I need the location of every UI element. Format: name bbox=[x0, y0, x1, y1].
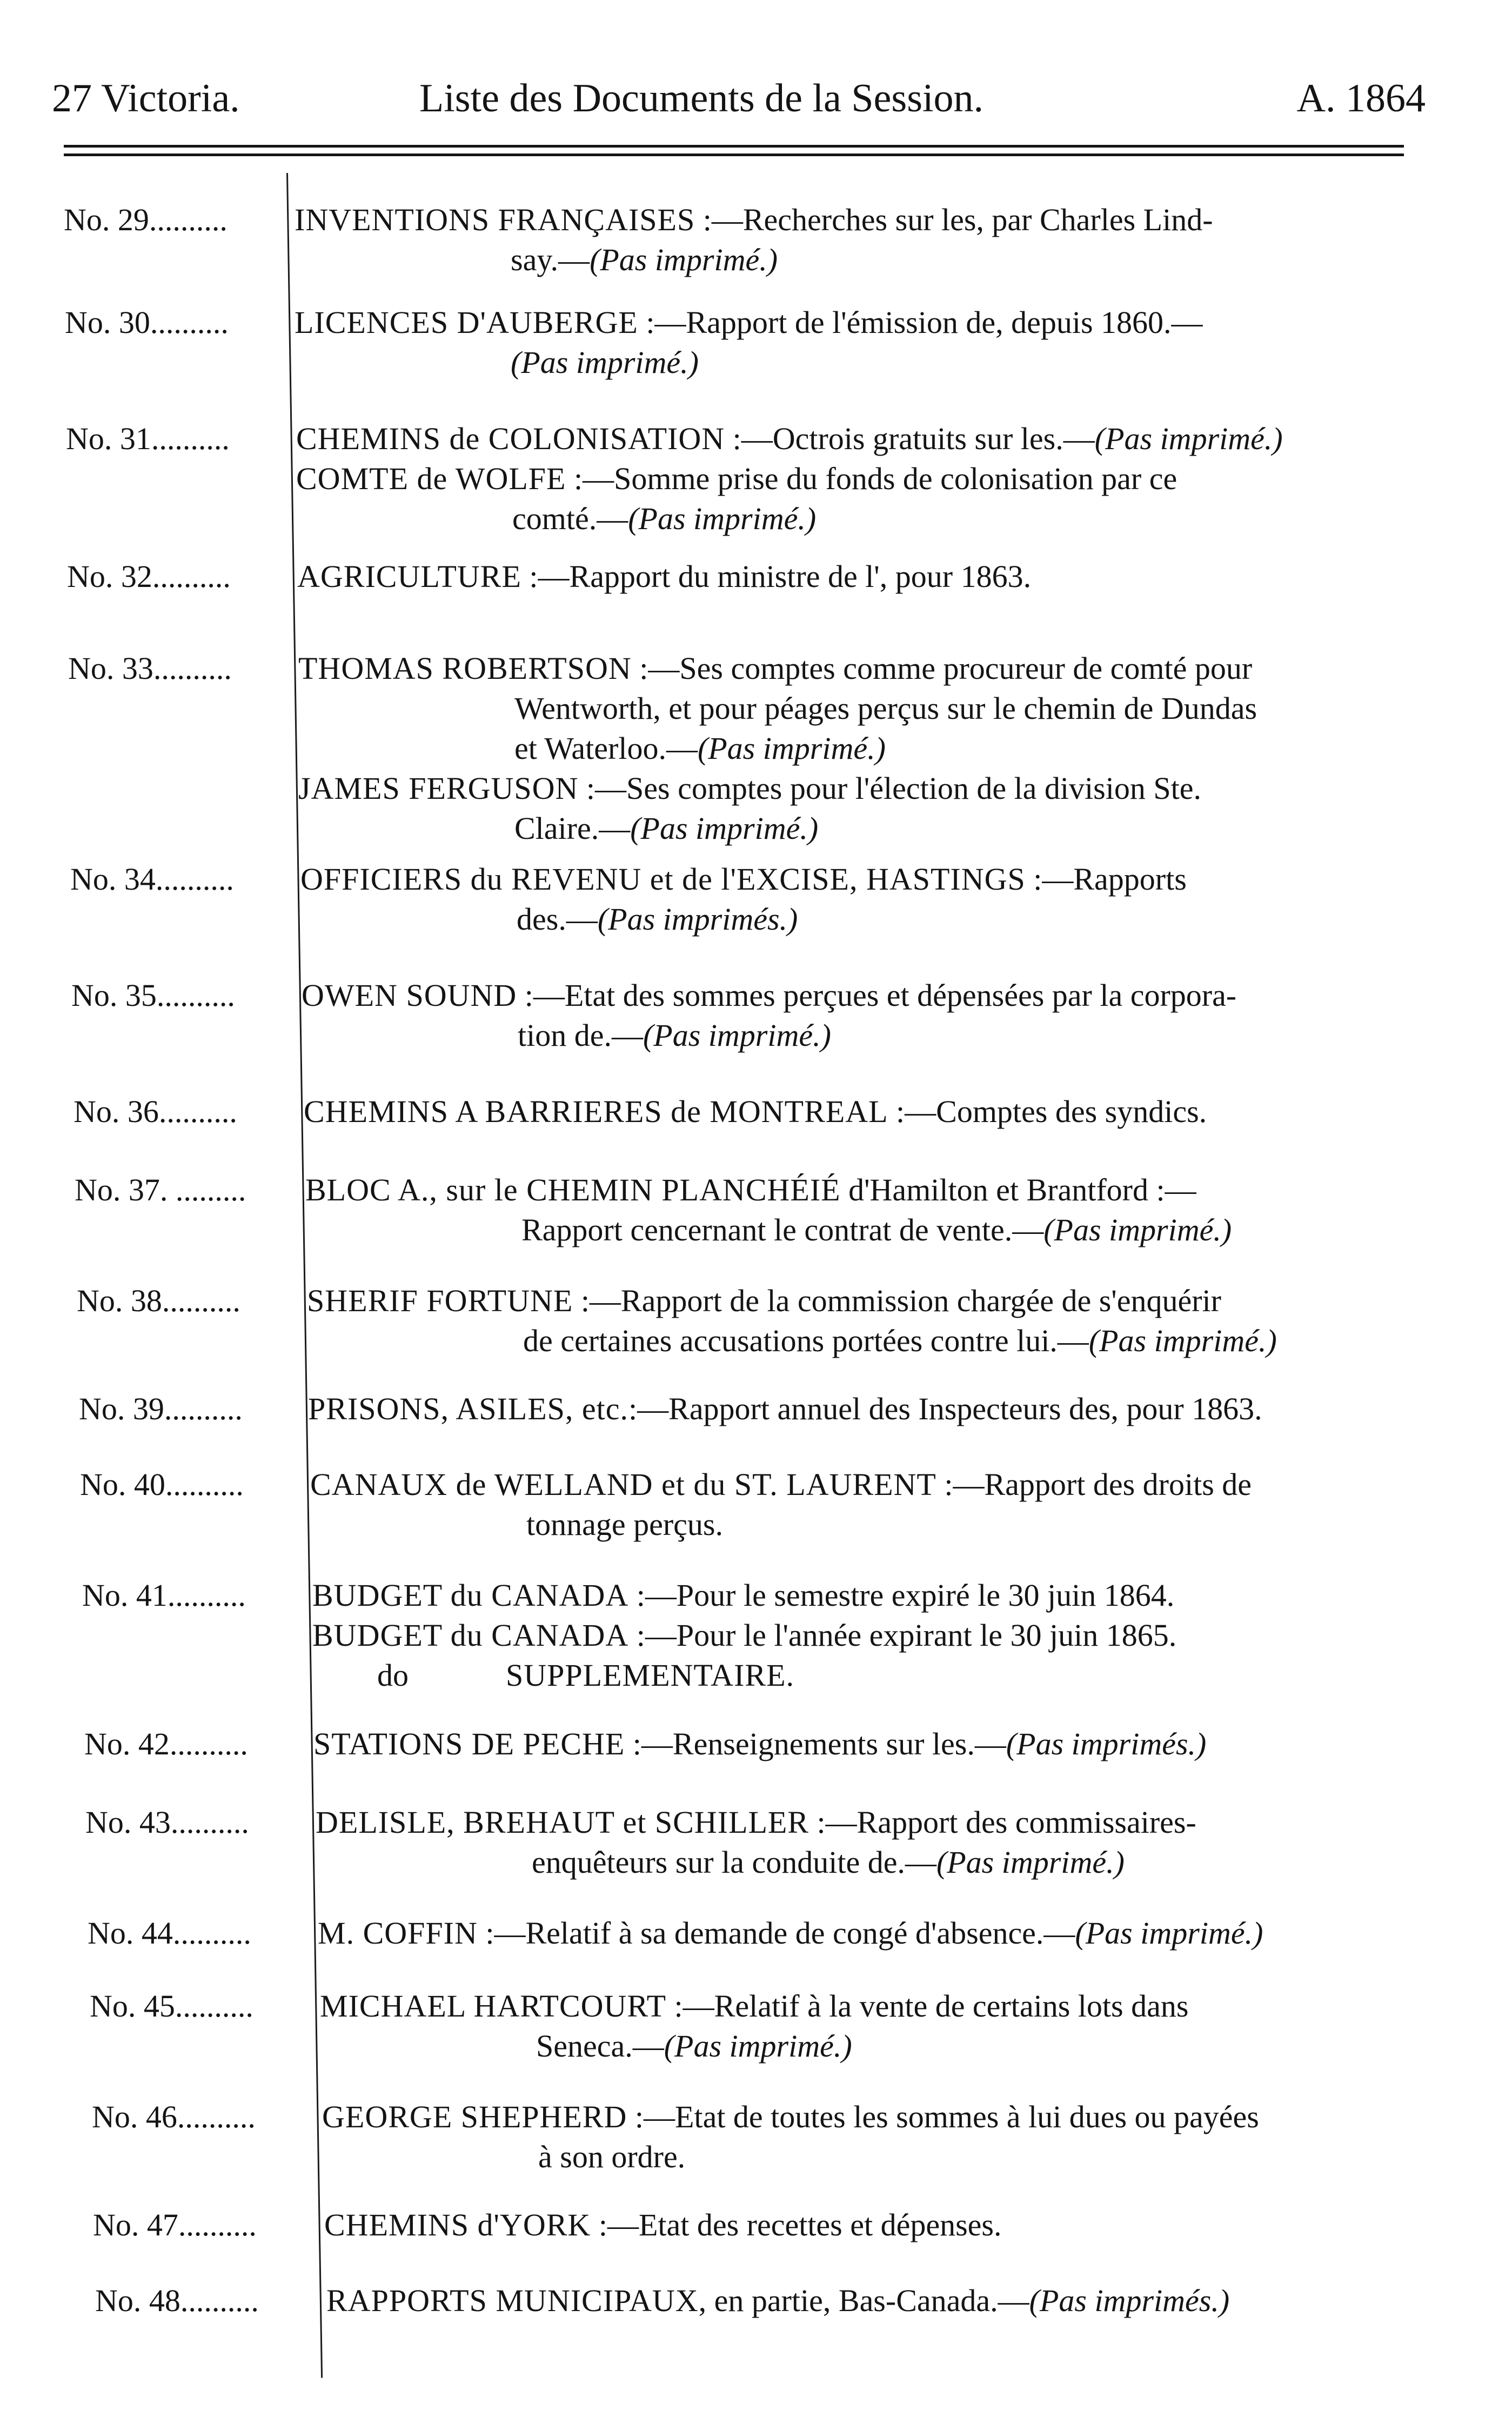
entry-text: :—Etat des recettes et dépenses. bbox=[591, 2207, 1002, 2242]
entry-line bbox=[326, 2281, 1229, 2321]
entry-text: :—Relatif à la vente de certains lots dans bbox=[666, 1988, 1189, 2024]
document-number: No. 38.......... bbox=[77, 1283, 240, 1318]
entry-heading: CHEMINS d'YORK bbox=[324, 2207, 591, 2242]
entry-heading: GEORGE SHEPHERD bbox=[322, 2099, 627, 2134]
entry-heading: STATIONS DE PECHE bbox=[313, 1726, 625, 1761]
header-rule-top bbox=[64, 145, 1404, 148]
entry-heading: RAPPORTS MUNICIPAUX bbox=[326, 2283, 699, 2318]
entry-line bbox=[312, 1615, 1176, 1655]
entry-line bbox=[324, 2205, 1001, 2245]
entry-line bbox=[514, 729, 886, 769]
entry-note: (Pas imprimé.) bbox=[1094, 421, 1283, 456]
entry-line bbox=[296, 459, 1177, 499]
entry-line bbox=[377, 1655, 794, 1695]
entry-heading: LICENCES D'AUBERGE bbox=[295, 305, 638, 340]
entry-text: Rapport cencernant le contrat de vente.— bbox=[521, 1212, 1044, 1247]
document-number: No. 29.......... bbox=[64, 202, 228, 237]
entry-line bbox=[511, 240, 778, 280]
document-number: No. 39.......... bbox=[79, 1391, 243, 1426]
entry-text: :—Renseignements sur les.— bbox=[625, 1726, 1006, 1761]
entry-note: (Pas imprimé.) bbox=[1075, 1915, 1263, 1951]
entry-note: (Pas imprimé.) bbox=[936, 1845, 1125, 1880]
entry-note: (Pas imprimé.) bbox=[630, 811, 819, 846]
document-number: No. 45.......... bbox=[90, 1988, 253, 2024]
entry-text: de certaines accusations portées contre lui.— bbox=[523, 1323, 1089, 1358]
entry-line bbox=[313, 1724, 1206, 1764]
document-number: No. 30.......... bbox=[65, 305, 229, 340]
entry-note: (Pas imprimé.) bbox=[697, 731, 886, 766]
entry-note: (Pas imprimé.) bbox=[1043, 1212, 1232, 1247]
entry-text: Claire.— bbox=[514, 811, 631, 846]
entry-text: :—Rapport des droits de bbox=[936, 1467, 1252, 1502]
entry-line bbox=[538, 2137, 685, 2177]
document-number: No. 40.......... bbox=[80, 1467, 244, 1502]
entry-heading: COMTE de WOLFE bbox=[296, 461, 566, 496]
entry-line bbox=[297, 557, 1031, 597]
header-rule-bottom bbox=[64, 153, 1404, 156]
entry-heading: CHEMINS A BARRIERES de MONTREAL bbox=[304, 1094, 888, 1129]
entry-text: do bbox=[377, 1658, 409, 1693]
entry-heading: BLOC A., sur le CHEMIN PLANCHÉIÉ bbox=[305, 1172, 841, 1207]
column-divider bbox=[286, 173, 323, 2378]
header-volume: 27 Victoria. bbox=[52, 76, 240, 121]
entry-text: des.— bbox=[517, 902, 598, 937]
document-number: No. 46.......... bbox=[92, 2099, 256, 2134]
entry-line bbox=[305, 1170, 1196, 1210]
entry-text: :—Etat des sommes perçues et dépensées par la corpora- bbox=[517, 978, 1237, 1013]
entry-text: :—Octrois gratuits sur les.— bbox=[725, 421, 1095, 456]
entry-line bbox=[316, 1803, 1196, 1842]
entry-line bbox=[532, 1842, 1125, 1882]
entry-text: :—Recherches sur les, par Charles Lind- bbox=[695, 202, 1213, 237]
entry-text: comté.— bbox=[512, 501, 628, 536]
entry-note: (Pas imprimés.) bbox=[1029, 2283, 1230, 2318]
entry-heading: SHERIF FORTUNE bbox=[307, 1283, 573, 1318]
entry-heading: BUDGET du CANADA bbox=[312, 1578, 629, 1613]
document-number: No. 47.......... bbox=[93, 2207, 257, 2242]
header-year: A. 1864 bbox=[1296, 76, 1426, 121]
entry-text: :—Rapport de l'émission de, depuis 1860.— bbox=[638, 305, 1203, 340]
entry-text: tion de.— bbox=[518, 1018, 643, 1053]
entry-line bbox=[517, 899, 798, 939]
entry-line bbox=[295, 303, 1203, 343]
entry-note: (Pas imprimé.) bbox=[628, 501, 817, 536]
entry-heading: DELISLE, BREHAUT et SCHILLER bbox=[316, 1805, 809, 1840]
entry-heading: MICHAEL HARTCOURT bbox=[320, 1988, 667, 2024]
entry-note: (Pas imprimé.) bbox=[590, 242, 778, 277]
document-number: No. 44.......... bbox=[88, 1915, 251, 1951]
entry-text: Wentworth, et pour péages perçus sur le chemin de Dundas bbox=[514, 691, 1257, 726]
entry-note: (Pas imprimés.) bbox=[597, 902, 798, 937]
entry-heading: CHEMINS de COLONISATION bbox=[296, 421, 725, 456]
document-number: No. 42.......... bbox=[84, 1726, 248, 1761]
document-number: No. 36.......... bbox=[73, 1094, 237, 1129]
document-number: No. 32.......... bbox=[67, 559, 231, 594]
document-number: No. 33.......... bbox=[68, 651, 232, 686]
entry-text: :—Rapport des commissaires- bbox=[808, 1805, 1196, 1840]
document-number: No. 35.......... bbox=[71, 978, 235, 1013]
entry-text: :—Rapports bbox=[1025, 862, 1187, 897]
entry-text: à son ordre. bbox=[538, 2139, 686, 2174]
entry-text: tonnage perçus. bbox=[526, 1507, 723, 1542]
entry-text: Seneca.— bbox=[536, 2028, 664, 2064]
entry-note: (Pas imprimé.) bbox=[664, 2028, 852, 2064]
entry-line bbox=[307, 1281, 1221, 1321]
entry-line bbox=[320, 1986, 1188, 2026]
entry-text: :—Somme prise du fonds de colonisation par ce bbox=[566, 461, 1178, 496]
entry-line bbox=[512, 499, 816, 539]
entry-heading: M. COFFIN bbox=[318, 1915, 478, 1951]
entry-line bbox=[300, 859, 1187, 899]
entry-line bbox=[514, 809, 818, 849]
entry-text: :—Pour le l'année expirant le 30 juin 1865. bbox=[628, 1618, 1177, 1653]
entry-text: :—Pour le semestre expiré le 30 juin 1864. bbox=[628, 1578, 1175, 1613]
entry-heading: OFFICIERS du REVENU et de l'EXCISE, HASTINGS bbox=[300, 862, 1026, 897]
entry-line bbox=[526, 1505, 723, 1545]
entry-line bbox=[514, 689, 1257, 729]
page-header bbox=[52, 76, 1426, 124]
document-number: No. 34.......... bbox=[70, 862, 234, 897]
entry-text: say.— bbox=[511, 242, 590, 277]
entry-text: :—Relatif à sa demande de congé d'absence.— bbox=[477, 1915, 1075, 1951]
entry-line bbox=[298, 769, 1201, 809]
entry-heading: SUPPLEMENTAIRE. bbox=[506, 1658, 794, 1693]
entry-line bbox=[302, 976, 1236, 1016]
entry-line bbox=[312, 1575, 1174, 1615]
entry-text: :—Rapport du ministre de l', pour 1863. bbox=[521, 559, 1032, 594]
entry-line bbox=[296, 419, 1283, 459]
entry-line bbox=[310, 1465, 1252, 1505]
entry-text: :—Ses comptes comme procureur de comté pour bbox=[631, 651, 1253, 686]
entry-text: :—Rapport annuel des Inspecteurs des, pour 1863. bbox=[628, 1391, 1262, 1426]
entry-note: (Pas imprimés.) bbox=[1006, 1726, 1207, 1761]
entry-heading: BUDGET du CANADA bbox=[312, 1618, 629, 1653]
document-number: No. 41.......... bbox=[82, 1578, 246, 1613]
entry-heading: THOMAS ROBERTSON bbox=[298, 651, 632, 686]
document-number: No. 48.......... bbox=[95, 2283, 259, 2318]
entry-heading: JAMES FERGUSON bbox=[298, 771, 579, 806]
entry-text: :—Ses comptes pour l'élection de la division Ste. bbox=[578, 771, 1201, 806]
header-title: Liste des Documents de la Session. bbox=[419, 76, 984, 121]
entry-line bbox=[308, 1389, 1262, 1429]
entry-text: d'Hamilton et Brantford :— bbox=[840, 1172, 1196, 1207]
entry-text: enquêteurs sur la conduite de.— bbox=[532, 1845, 936, 1880]
entry-text: :—Etat de toutes les sommes à lui dues ou payées bbox=[627, 2099, 1259, 2134]
entry-line bbox=[298, 649, 1252, 689]
entry-heading: PRISONS, ASILES, etc. bbox=[308, 1391, 629, 1426]
entry-text: et Waterloo.— bbox=[514, 731, 698, 766]
document-number: No. 37. ......... bbox=[75, 1172, 246, 1207]
entry-note: (Pas imprimé.) bbox=[511, 345, 699, 380]
entry-note: (Pas imprimé.) bbox=[1088, 1323, 1277, 1358]
entry-heading: AGRICULTURE bbox=[297, 559, 521, 594]
entry-heading: CANAUX de WELLAND et du ST. LAURENT bbox=[310, 1467, 936, 1502]
entry-text: , en partie, Bas-Canada.— bbox=[698, 2283, 1029, 2318]
entry-line bbox=[322, 2097, 1259, 2137]
entry-heading: OWEN SOUND bbox=[302, 978, 517, 1013]
entry-line bbox=[295, 200, 1213, 240]
entry-text: :—Rapport de la commission chargée de s'enquérir bbox=[573, 1283, 1221, 1318]
entry-line bbox=[521, 1210, 1232, 1250]
entry-line bbox=[536, 2026, 852, 2066]
entry-note: (Pas imprimé.) bbox=[643, 1018, 831, 1053]
entry-line bbox=[318, 1913, 1263, 1953]
entry-line bbox=[304, 1092, 1207, 1132]
entry-line bbox=[523, 1321, 1277, 1361]
entry-line bbox=[518, 1016, 831, 1056]
document-number: No. 43.......... bbox=[85, 1805, 249, 1840]
document-number: No. 31.......... bbox=[66, 421, 230, 456]
entry-heading: INVENTIONS FRANÇAISES bbox=[295, 202, 695, 237]
entry-text: :—Comptes des syndics. bbox=[888, 1094, 1207, 1129]
entry-line bbox=[511, 343, 699, 383]
